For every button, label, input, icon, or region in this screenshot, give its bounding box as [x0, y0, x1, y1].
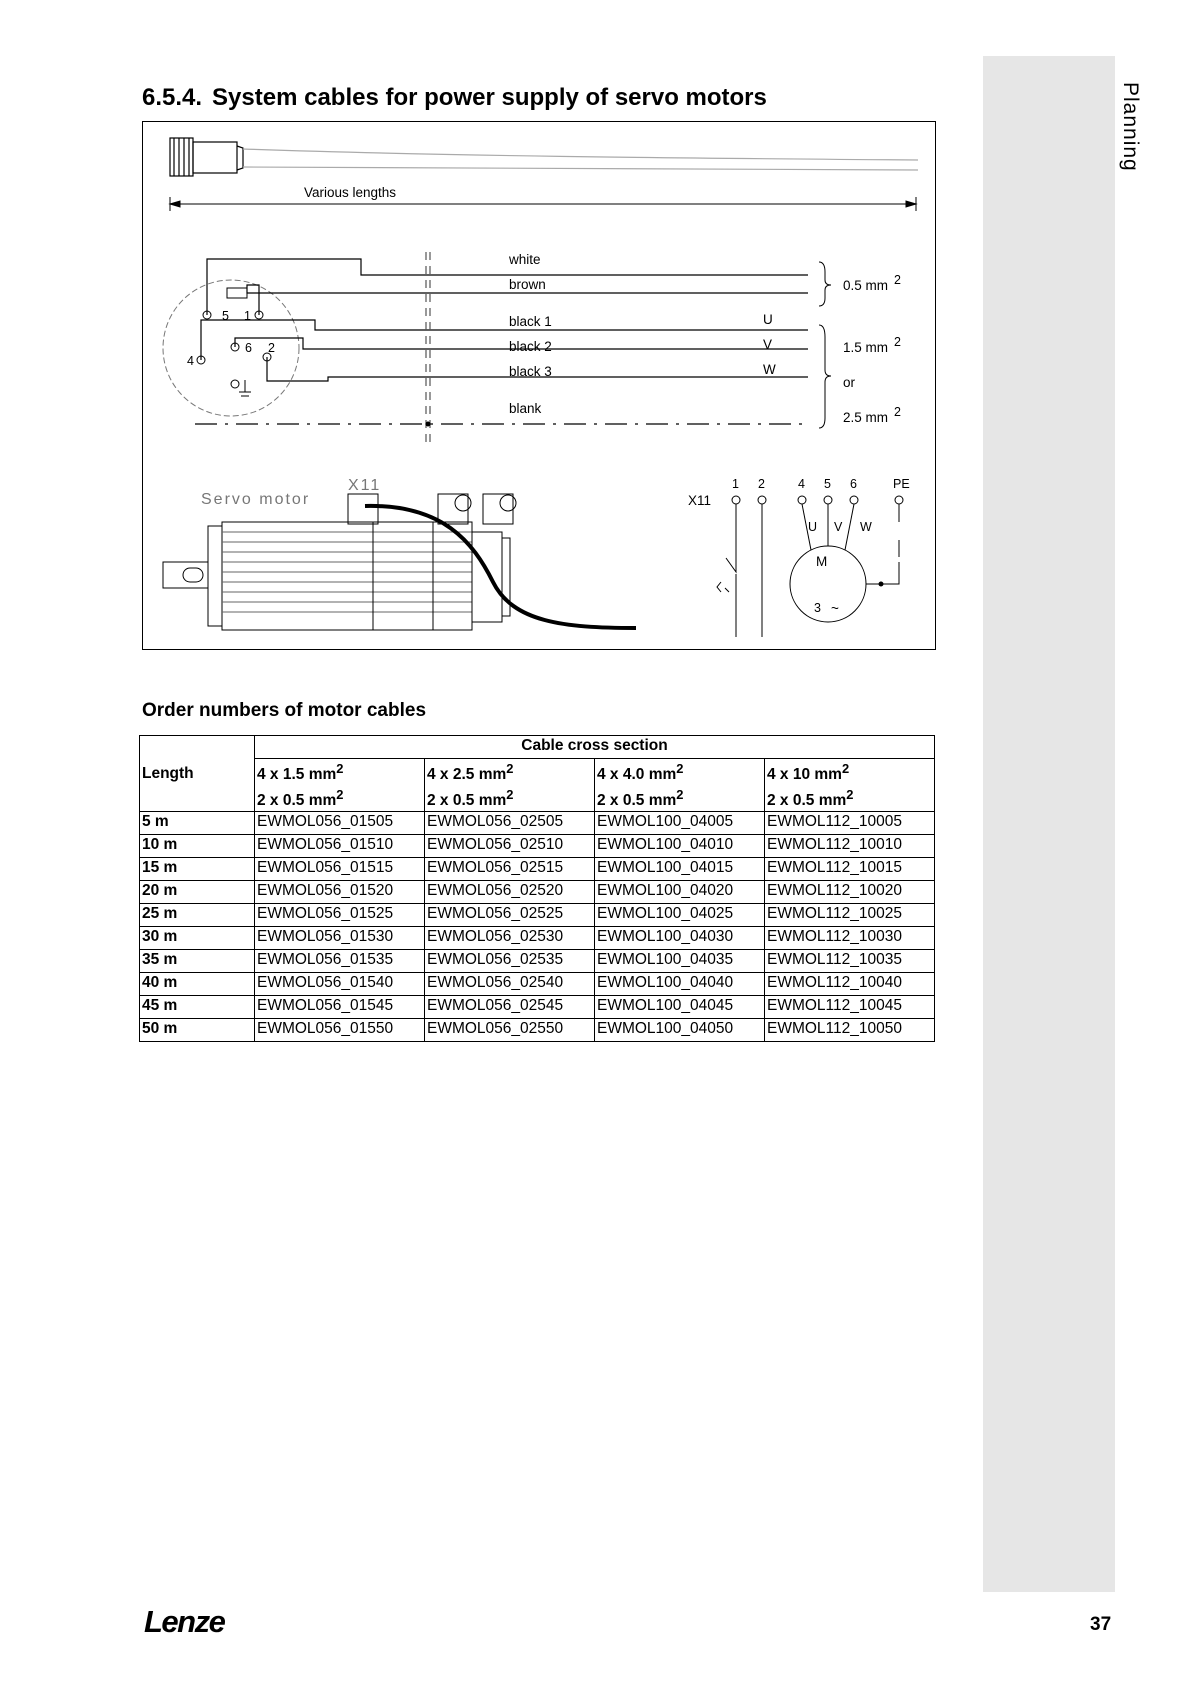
wire-lines: [195, 252, 808, 442]
various-lengths-label: Various lengths: [304, 185, 397, 200]
order-code-cell: EWMOL056_01510: [255, 835, 425, 858]
table-row: [140, 812, 935, 835]
table-row: [140, 858, 935, 881]
terminal-schematic: [717, 496, 903, 637]
order-code-cell: EWMOL056_01505: [255, 812, 425, 835]
order-code-cell: EWMOL056_02505: [425, 812, 595, 835]
x11-connector-label: X11: [348, 477, 382, 494]
order-code-cell: EWMOL056_01515: [255, 858, 425, 881]
order-code-cell: EWMOL056_02510: [425, 835, 595, 858]
pin-4: 4: [187, 354, 194, 368]
motor-three-phase: 3: [814, 601, 821, 615]
tilde-icon: ~: [831, 601, 839, 616]
page-number: 37: [1090, 1614, 1112, 1635]
servo-motor-illustration: [163, 494, 516, 630]
terminal-5: 5: [824, 477, 831, 491]
length-cell: 25 m: [140, 904, 255, 927]
section-25: 2.5 mm 2: [843, 405, 901, 425]
table-row: [140, 950, 935, 973]
table-row: [140, 835, 935, 858]
table-header-row: [140, 736, 935, 759]
order-code-cell: EWMOL056_02515: [425, 858, 595, 881]
order-code-cell: EWMOL112_10010: [765, 835, 935, 858]
table-row: [140, 996, 935, 1019]
table-row: [140, 904, 935, 927]
length-cell: 20 m: [140, 881, 255, 904]
table-row: [140, 927, 935, 950]
table-subheader-row: [140, 759, 935, 812]
terminal-4: 4: [798, 477, 805, 491]
side-chapter-label: Planning: [1119, 82, 1142, 172]
col-header: 4 x 4.0 $mm^2$ 2 x 0.5 $mm^2$: [595, 759, 765, 812]
order-code-cell: EWMOL056_01535: [255, 950, 425, 973]
connector-face: [163, 280, 299, 416]
terminal-2: 2: [758, 477, 765, 491]
terminal-1: 1: [732, 477, 739, 491]
table-row: [140, 881, 935, 904]
servo-motor-label: Servo motor: [201, 491, 311, 508]
section-15: 1.5 mm 2: [843, 335, 901, 355]
order-code-cell: EWMOL056_02520: [425, 881, 595, 904]
wire-black-1: black 1: [509, 314, 552, 329]
length-cell: 30 m: [140, 927, 255, 950]
section-05: 0.5 mm 2: [843, 273, 901, 293]
length-header: Length: [140, 736, 255, 812]
order-code-cell: EWMOL100_04025: [595, 904, 765, 927]
length-cell: 45 m: [140, 996, 255, 1019]
terminal-x11-label: X11: [688, 493, 712, 508]
pin-6: 6: [245, 341, 252, 355]
pin-5: 5: [222, 309, 229, 323]
section-number: 6.5.4.: [142, 84, 203, 111]
pin-1: 1: [244, 309, 251, 323]
section-or: or: [843, 375, 856, 390]
pin-2: 2: [268, 341, 275, 355]
order-code-cell: EWMOL100_04045: [595, 996, 765, 1019]
order-code-cell: EWMOL056_02530: [425, 927, 595, 950]
order-code-cell: EWMOL100_04020: [595, 881, 765, 904]
order-code-cell: EWMOL056_02545: [425, 996, 595, 1019]
col-header: 4 x 10 $mm^2$ 2 x 0.5 $mm^2$: [765, 759, 935, 812]
cable-plug-illustration: [170, 138, 918, 176]
section-heading: [142, 84, 767, 112]
length-cell: 10 m: [140, 835, 255, 858]
order-code-cell: EWMOL112_10030: [765, 927, 935, 950]
order-code-cell: EWMOL112_10045: [765, 996, 935, 1019]
table-body: [140, 812, 935, 1042]
order-code-cell: EWMOL100_04050: [595, 1019, 765, 1042]
order-code-cell: EWMOL100_04010: [595, 835, 765, 858]
terminal-pe: PE: [893, 477, 910, 491]
wire-blank: blank: [509, 401, 542, 416]
order-code-cell: EWMOL056_01520: [255, 881, 425, 904]
order-code-cell: EWMOL100_04005: [595, 812, 765, 835]
section-title: System cables for power supply of servo motors: [212, 84, 767, 111]
table-row: [140, 1019, 935, 1042]
order-code-cell: EWMOL056_01525: [255, 904, 425, 927]
order-code-cell: EWMOL056_02540: [425, 973, 595, 996]
cross-section-braces: [819, 262, 831, 428]
lenze-logo: Lenze: [144, 1604, 225, 1639]
order-code-cell: EWMOL112_10025: [765, 904, 935, 927]
pe-junction: [879, 582, 884, 587]
order-code-cell: EWMOL056_01550: [255, 1019, 425, 1042]
table-row: [140, 973, 935, 996]
order-code-cell: EWMOL056_02535: [425, 950, 595, 973]
phase-v: V: [763, 337, 773, 352]
order-code-cell: EWMOL112_10050: [765, 1019, 935, 1042]
order-code-cell: EWMOL100_04040: [595, 973, 765, 996]
order-code-cell: EWMOL112_10035: [765, 950, 935, 973]
terminal-6: 6: [850, 477, 857, 491]
order-code-cell: EWMOL100_04030: [595, 927, 765, 950]
order-code-cell: EWMOL056_01545: [255, 996, 425, 1019]
order-code-cell: EWMOL112_10020: [765, 881, 935, 904]
order-code-cell: EWMOL100_04035: [595, 950, 765, 973]
wire-brown: brown: [509, 277, 546, 292]
order-numbers-table: [139, 735, 935, 1042]
cable-diagram: [142, 121, 936, 650]
order-code-cell: EWMOL056_02525: [425, 904, 595, 927]
side-tab-bar: [983, 56, 1115, 1592]
wire-white: white: [509, 252, 541, 267]
phase-w: W: [763, 362, 776, 377]
order-code-cell: EWMOL112_10005: [765, 812, 935, 835]
length-cell: 40 m: [140, 973, 255, 996]
cross-section-header: Cable cross section: [255, 736, 935, 759]
motor-phase-w: W: [860, 520, 872, 534]
shield-junction: [426, 422, 431, 427]
order-code-cell: EWMOL112_10040: [765, 973, 935, 996]
motor-phase-u: U: [808, 520, 818, 534]
length-cell: 35 m: [140, 950, 255, 973]
length-cell: 15 m: [140, 858, 255, 881]
order-code-cell: EWMOL056_01530: [255, 927, 425, 950]
col-header: 4 x 2.5 $mm^2$ 2 x 0.5 $mm^2$: [425, 759, 595, 812]
motor-symbol: M: [816, 554, 828, 569]
order-code-cell: EWMOL112_10015: [765, 858, 935, 881]
order-code-cell: EWMOL056_02550: [425, 1019, 595, 1042]
length-cell: 50 m: [140, 1019, 255, 1042]
order-numbers-heading: Order numbers of motor cables: [142, 700, 427, 721]
phase-u: U: [763, 312, 773, 327]
order-code-cell: EWMOL056_01540: [255, 973, 425, 996]
wire-black-2: black 2: [509, 339, 552, 354]
motor-phase-v: V: [834, 520, 843, 534]
length-dimension: [170, 197, 916, 211]
order-code-cell: EWMOL100_04015: [595, 858, 765, 881]
length-cell: 5 m: [140, 812, 255, 835]
col-header: 4 x 1.5 $mm^2$ 2 x 0.5 $mm^2$: [255, 759, 425, 812]
wire-black-3: black 3: [509, 364, 552, 379]
